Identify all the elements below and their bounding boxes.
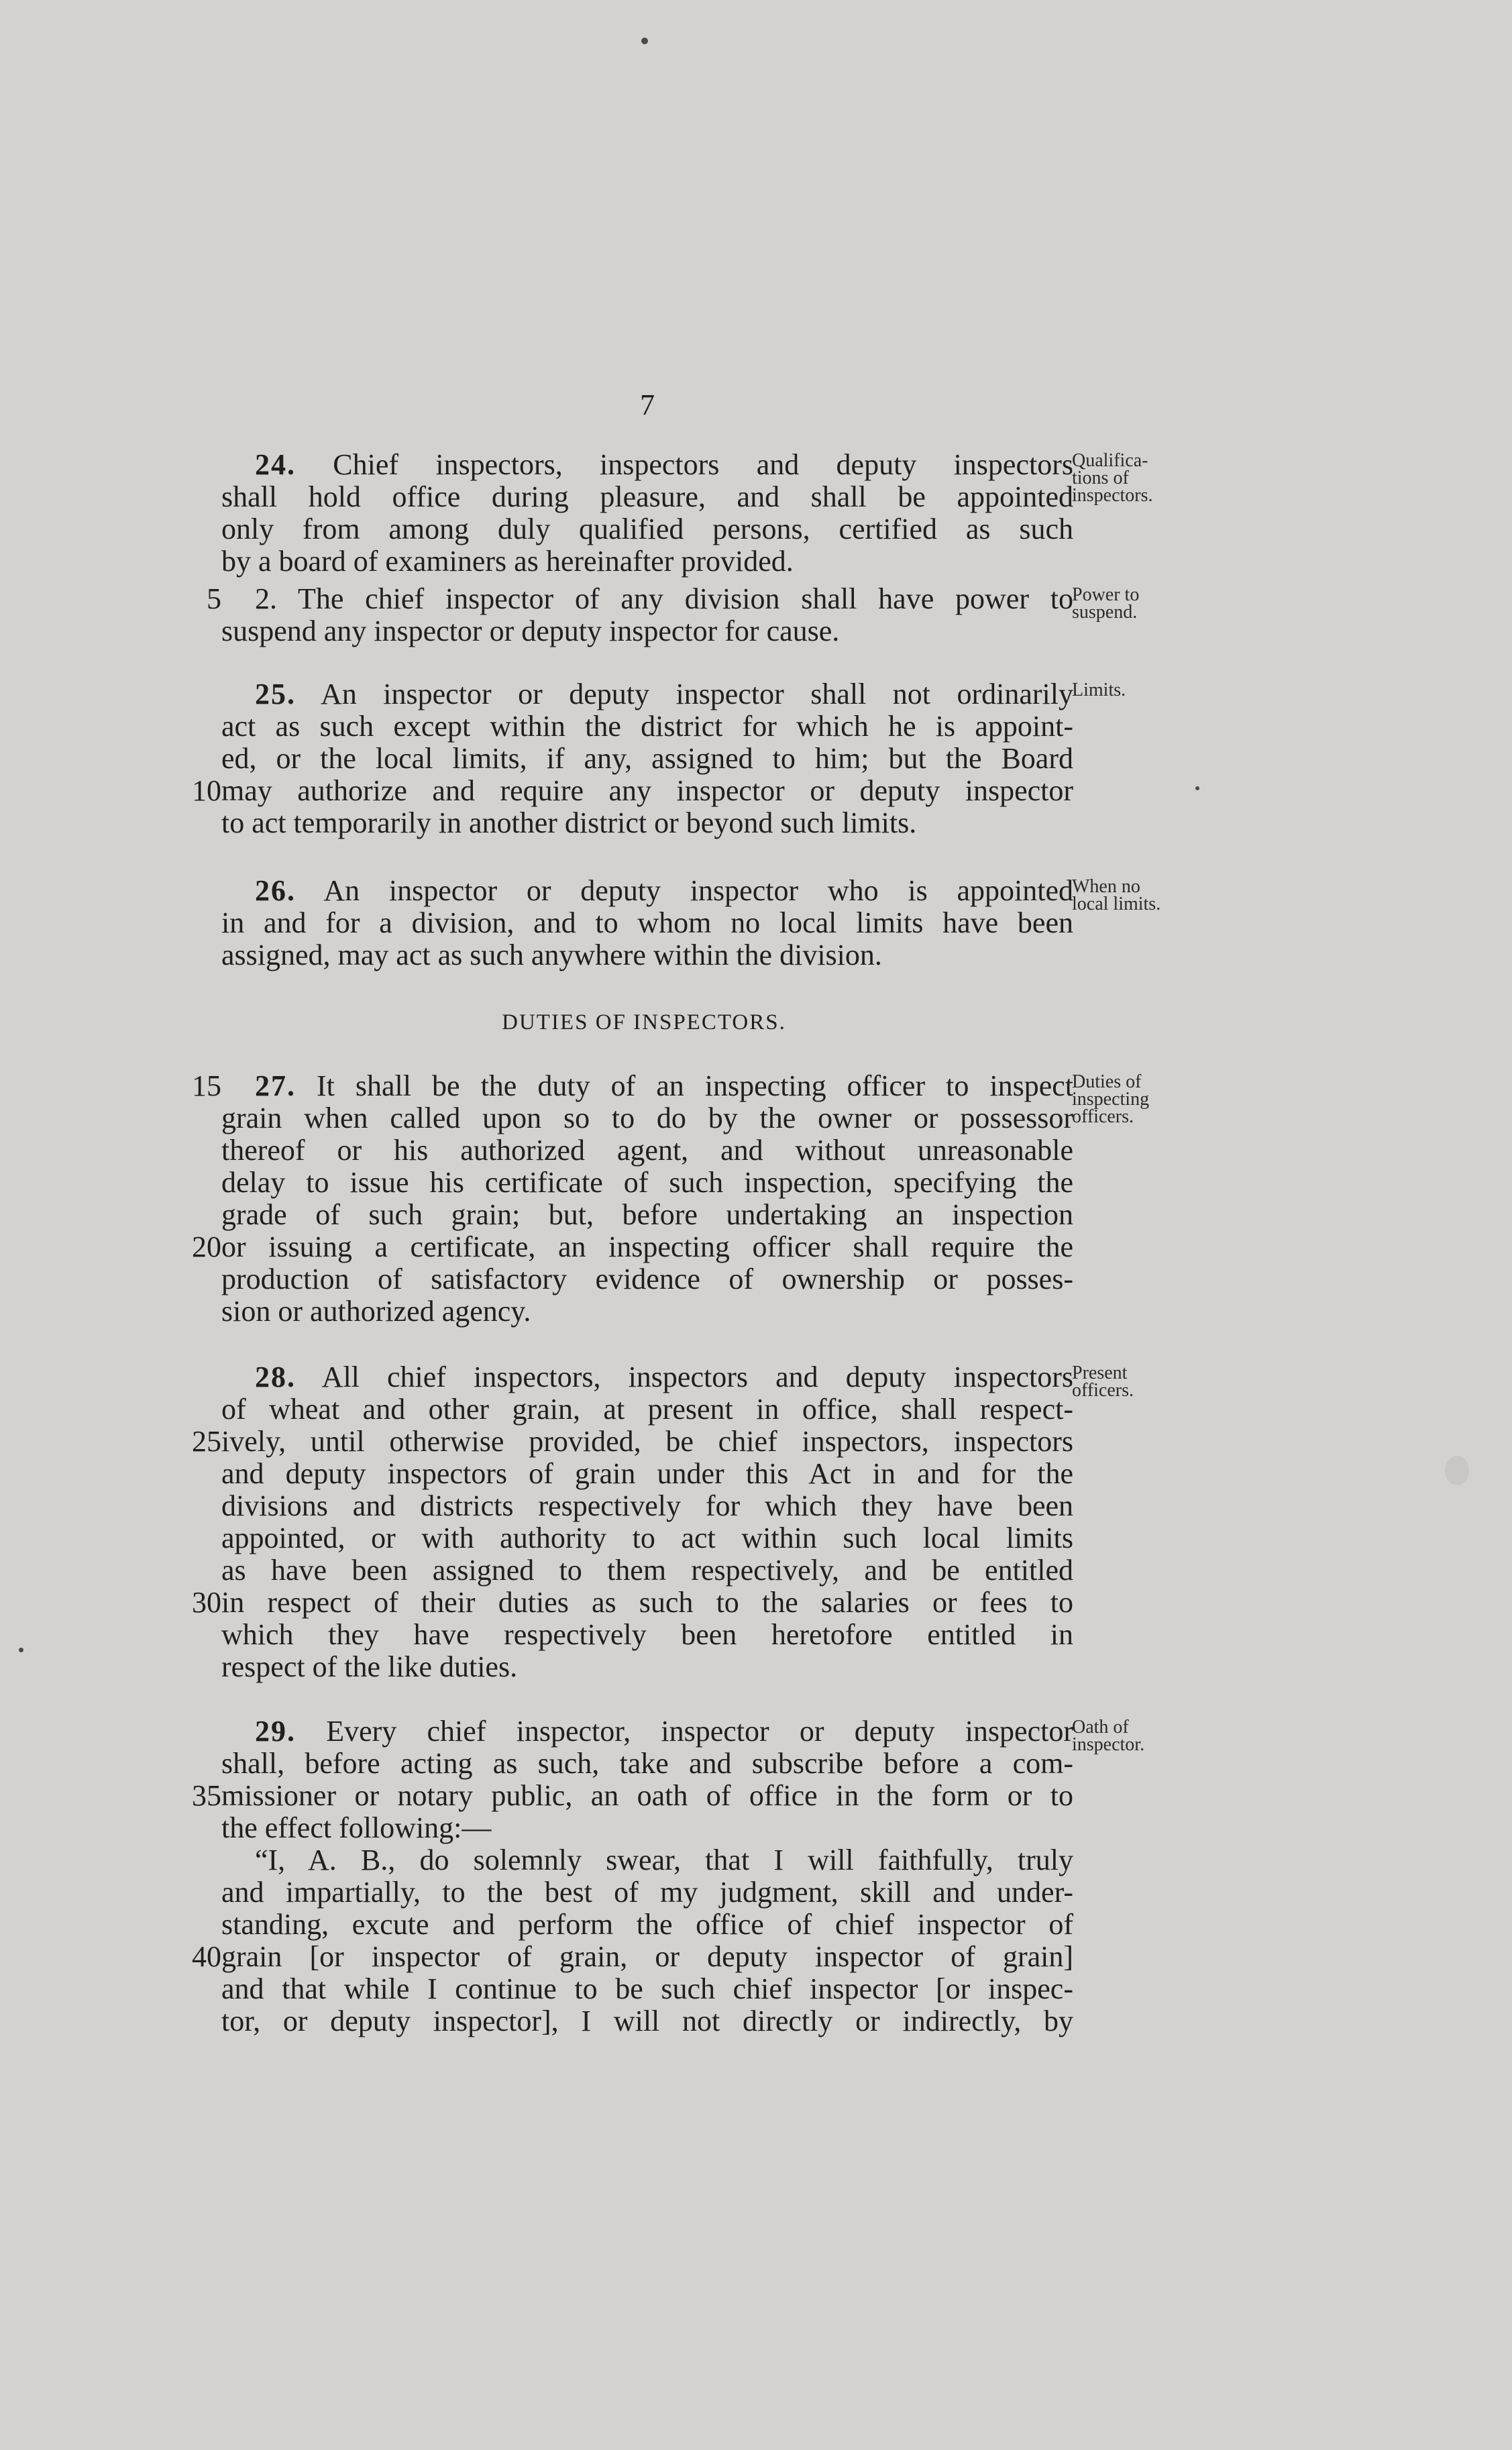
line-body: Chief inspectors, inspectors and deputy inspectors [296, 448, 1073, 481]
margin-note [1072, 1719, 1206, 1754]
line-text [221, 1618, 1073, 1652]
line-text [255, 874, 1073, 908]
section-number: 25. [255, 678, 296, 710]
line-body: only from among duly qualified persons, certified as such [221, 513, 1073, 545]
line-text [221, 1747, 1073, 1780]
line-body: or issuing a certificate, an inspecting officer shall require the [221, 1230, 1073, 1263]
line-body: delay to issue his certificate of such inspection, specifying the [221, 1166, 1073, 1199]
line-text [221, 1811, 1073, 1845]
line-body: Every chief inspector, inspector or deputy inspector [296, 1715, 1073, 1748]
line-body: the effect following:— [221, 1811, 492, 1844]
line-number: 5 [207, 582, 221, 615]
line-number: 10 [192, 774, 221, 807]
margin-note [1072, 452, 1206, 504]
line-body: grain when called upon so to do by the owner or possessor [221, 1102, 1073, 1134]
line-body: grain [or inspector of grain, or deputy inspector of grain] [221, 1940, 1073, 1973]
line-text [221, 1972, 1073, 2006]
margin-note [1072, 878, 1206, 913]
line-body: divisions and districts respectively for which they have been [221, 1489, 1073, 1522]
margin-note-line: officers. [1072, 1106, 1134, 1127]
line-text [221, 1457, 1073, 1491]
line-body: to act temporarily in another district or beyond such limits. [221, 806, 917, 839]
line-text [221, 1102, 1073, 1135]
margin-note-line: inspector. [1072, 1734, 1145, 1755]
line-body: shall, before acting as such, take and subscribe before a com- [221, 1747, 1073, 1780]
margin-note-line: When no [1072, 876, 1140, 897]
section-number: 28. [255, 1361, 296, 1393]
line-text [221, 939, 1073, 972]
line-body: appointed, or with authority to act within such local limits [221, 1522, 1073, 1554]
paper-speck [641, 38, 648, 44]
line-text [221, 1489, 1073, 1523]
line-body: respect of the like duties. [221, 1650, 518, 1683]
line-body: grade of such grain; but, before undertaking an inspection [221, 1198, 1073, 1231]
line-text [255, 1715, 1073, 1748]
line-text [255, 1844, 1073, 1877]
line-text [221, 1295, 1073, 1328]
line-body: standing, excute and perform the office of chief inspector of [221, 1908, 1073, 1941]
margin-note-line: Power to [1072, 584, 1140, 605]
line-text [221, 1230, 1073, 1264]
margin-note-line: local limits. [1072, 894, 1161, 914]
paper-speck [1195, 786, 1199, 790]
margin-note [1072, 1365, 1206, 1399]
line-body: and impartially, to the best of my judgment, skill and under- [221, 1876, 1073, 1909]
section-heading: DUTIES OF INSPECTORS. [502, 1010, 786, 1034]
line-body: in and for a division, and to whom no local limits have been [221, 906, 1073, 939]
line-number: 25 [192, 1425, 221, 1458]
line-text [255, 582, 1073, 616]
line-text [221, 742, 1073, 776]
line-text [221, 806, 1073, 840]
line-body: 2. The chief inspector of any division shall have power to [255, 582, 1073, 615]
margin-note-line: Present [1072, 1363, 1128, 1383]
line-text [255, 1069, 1073, 1103]
line-text [255, 1361, 1073, 1394]
line-body: An inspector or deputy inspector shall not ordinarily [296, 678, 1073, 710]
line-body: thereof or his authorized agent, and without unreasonable [221, 1134, 1073, 1167]
line-number: 35 [192, 1779, 221, 1812]
line-body: and that while I continue to be such chief inspector [or inspec- [221, 1972, 1073, 2005]
line-body: which they have respectively been heretofore entitled in [221, 1618, 1073, 1651]
line-text [221, 1263, 1073, 1296]
section-number: 29. [255, 1715, 296, 1748]
line-text [221, 2005, 1073, 2038]
line-body: suspend any inspector or deputy inspector for cause. [221, 615, 840, 647]
margin-note-line: Oath of [1072, 1717, 1129, 1738]
line-body: sion or authorized agency. [221, 1295, 531, 1328]
line-body: act as such except within the district for which he is appoint- [221, 710, 1073, 743]
line-text [221, 1198, 1073, 1232]
margin-note-line: suspend. [1072, 602, 1138, 623]
line-text [221, 1650, 1073, 1684]
line-number: 40 [192, 1940, 221, 1973]
section-number: 27. [255, 1069, 296, 1102]
line-number: 20 [192, 1230, 221, 1263]
line-body: may authorize and require any inspector or deputy inspector [221, 774, 1073, 807]
line-text [221, 1554, 1073, 1587]
line-text [221, 545, 1073, 578]
line-text [221, 710, 1073, 743]
line-body: ively, until otherwise provided, be chief inspectors, inspectors [221, 1425, 1073, 1458]
line-body: by a board of examiners as hereinafter provided. [221, 545, 794, 578]
line-number: 30 [192, 1586, 221, 1619]
margin-note [1072, 1073, 1206, 1126]
line-text [255, 678, 1073, 711]
margin-note-line: inspecting [1072, 1089, 1150, 1110]
section-number: 26. [255, 874, 296, 907]
line-body: assigned, may act as such anywhere within the division. [221, 939, 882, 971]
margin-note [1072, 682, 1206, 699]
paper-speck [19, 1648, 23, 1652]
line-text [221, 1522, 1073, 1555]
margin-note-line: Duties of [1072, 1071, 1142, 1092]
line-text [221, 1779, 1073, 1813]
line-body: All chief inspectors, inspectors and deputy inspectors [296, 1361, 1073, 1393]
line-body: of wheat and other grain, at present in office, shall respect- [221, 1393, 1073, 1426]
line-text [221, 513, 1073, 546]
line-text [221, 1425, 1073, 1458]
line-number: 15 [192, 1069, 221, 1102]
line-text [221, 1876, 1073, 1909]
line-body: It shall be the duty of an inspecting officer to inspect [296, 1069, 1073, 1102]
line-text [221, 1134, 1073, 1167]
line-body: tor, or deputy inspector], I will not directly or indirectly, by [221, 2005, 1073, 2037]
margin-note-line: officers. [1072, 1380, 1134, 1401]
line-body: in respect of their duties as such to the salaries or fees to [221, 1586, 1073, 1619]
margin-note-line: Qualifica- [1072, 450, 1148, 471]
line-text [221, 1586, 1073, 1619]
paper-speck [1445, 1456, 1469, 1485]
line-body: shall hold office during pleasure, and shall be appointed [221, 480, 1073, 513]
line-text [221, 615, 1073, 648]
page-number: 7 [640, 388, 655, 421]
line-body: An inspector or deputy inspector who is appointed [296, 874, 1073, 907]
section-number: 24. [255, 448, 296, 481]
line-text [255, 448, 1073, 482]
line-text [221, 1908, 1073, 1941]
line-body: and deputy inspectors of grain under this Act in and for the [221, 1457, 1073, 1490]
line-body: ed, or the local limits, if any, assigned to him; but the Board [221, 742, 1073, 775]
margin-note-line: inspectors. [1072, 485, 1153, 506]
line-body: missioner or notary public, an oath of office in the form or to [221, 1779, 1073, 1812]
line-body: production of satisfactory evidence of ownership or posses- [221, 1263, 1073, 1295]
line-text [221, 1166, 1073, 1200]
line-text [221, 1393, 1073, 1426]
margin-note-line: Limits. [1072, 680, 1126, 700]
line-body: “I, A. B., do solemnly swear, that I will faithfully, truly [255, 1844, 1073, 1876]
line-body: as have been assigned to them respectively, and be entitled [221, 1554, 1073, 1587]
line-text [221, 1940, 1073, 1974]
line-text [221, 906, 1073, 940]
margin-note-line: tions of [1072, 468, 1129, 488]
line-text [221, 480, 1073, 514]
margin-note [1072, 586, 1206, 621]
line-text [221, 774, 1073, 808]
